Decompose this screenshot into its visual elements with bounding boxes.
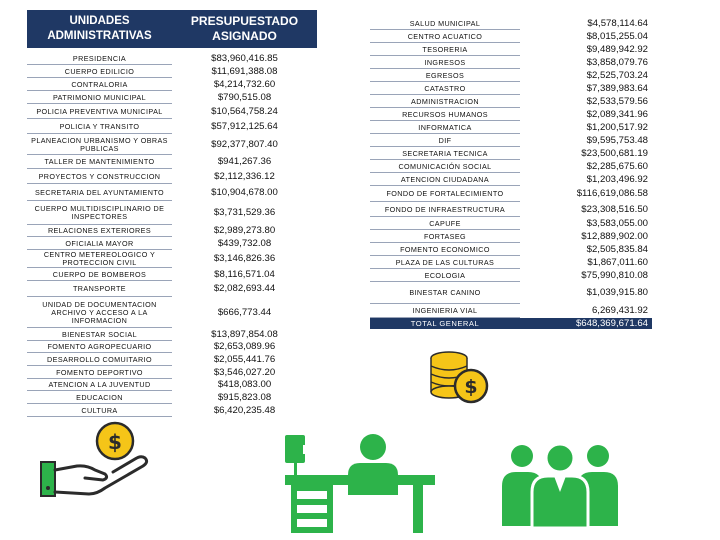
left-unit-name-line: POLICIA PREVENTIVA MUNICIPAL [36,106,163,116]
right-row [370,186,652,202]
left-unit-name-line: SECRETARIA DEL AYUNTAMIENTO [34,187,164,197]
left-unit-name-line: PROTECCION CIVIL [62,258,137,267]
hand-coin-symbol: $ [108,430,122,454]
right-row [370,147,652,160]
left-row [27,391,317,404]
left-unit-amount: $92,377,807.40 [211,138,278,150]
header-budget-line-2: ASIGNADO [212,29,277,43]
left-unit-name-line: DESARROLLO COMUITARIO [47,354,152,364]
left-unit-amount: $8,116,571.04 [214,268,275,280]
left-row [27,341,317,353]
right-row [370,108,652,121]
right-unit-name [370,186,520,202]
right-unit-amount: $1,039,915.80 [586,287,648,298]
left-unit-name-line: ARCHIVO Y ACCESO A LA [51,307,148,317]
right-row [370,230,652,243]
left-row [27,328,317,341]
right-unit-name-line: SALUD MUNICIPAL [409,18,481,28]
left-unit-amount: $11,691,388.08 [211,65,278,77]
left-unit-name-line: TRANSPORTE [73,284,126,293]
right-budget-table [370,15,652,335]
left-row [27,366,317,379]
right-unit-amount: $116,619,086.58 [576,188,648,199]
left-unit-name-line: BIENESTAR SOCIAL [62,329,137,339]
right-unit-amount: $2,285,675.60 [586,160,648,172]
left-unit-name-line: PLANEACION URBANISMO Y OBRAS [31,135,168,145]
left-header-budget [172,10,317,48]
hand-coin-icon [35,418,155,498]
right-unit-amount: $2,089,341.96 [586,108,648,120]
left-unit-amount: $10,904,678.00 [211,186,278,198]
left-row [27,52,317,65]
right-unit-amount: $2,525,703.24 [586,69,648,81]
left-row [27,268,317,281]
left-row [27,297,317,328]
right-unit-name-line: FONDO DE INFRAESTRUCTURA [384,204,506,214]
right-unit-name-line: CAPUFE [429,218,461,228]
left-unit-name-line: PUBLICAS [80,143,119,153]
left-row [27,250,317,268]
right-unit-name-line: FORTASEG [423,231,467,241]
right-row [370,202,652,217]
right-unit-name-line: CATASTRO [424,83,466,93]
left-unit-amount: $2,082,693.44 [213,283,276,294]
left-unit-name-line: POLICIA Y TRANSITO [59,121,140,131]
left-row [27,237,317,250]
left-unit-name-line: CULTURA [81,405,118,415]
left-row [27,404,317,417]
left-unit-name-line: CENTRO METEREOLOGICO Y [43,250,156,259]
right-unit-name-line: BINESTAR CANINO [409,288,481,297]
left-unit-name [27,169,172,184]
left-unit-amount: $790,515.08 [217,91,272,103]
right-row [370,173,652,186]
right-unit-amount: $3,858,079.76 [586,56,648,68]
right-unit-amount: $2,505,835.84 [586,243,648,255]
left-row [27,104,317,119]
right-unit-name-line: FONDO DE FORTALECIMIENTO [386,189,504,198]
left-unit-name-line: TALLER DE MANTENIMIENTO [44,157,155,166]
coins-stack-icon [425,348,495,410]
left-unit-name-line: CONTRALORIA [71,79,128,89]
right-row [370,82,652,95]
left-row [27,225,317,237]
right-unit-amount: 6,269,431.92 [591,305,648,316]
left-unit-name-line: PATRIMONIO MUNICIPAL [52,92,147,102]
left-unit-name [27,155,172,169]
left-unit-name [27,134,172,155]
left-unit-amount: $83,960,416.85 [211,52,278,64]
left-unit-name-line: OFICIALIA MAYOR [65,238,134,248]
left-unit-name-line: INFORMACION [71,315,128,325]
right-unit-amount: $4,578,114.64 [587,17,648,29]
right-unit-name [370,304,520,318]
left-row [27,169,317,184]
right-unit-name-line: FOMENTO ECONOMICO [400,244,490,254]
left-unit-amount: $915,823.08 [217,391,272,403]
left-row [27,201,317,225]
right-row [370,69,652,82]
right-unit-amount: $3,583,055.00 [586,217,648,229]
right-row [370,43,652,56]
left-unit-name-line: PROYECTOS Y CONSTRUCCION [38,171,161,181]
left-row [27,184,317,201]
left-unit-amount: $941,267.36 [217,156,272,167]
left-unit-amount: $6,420,235.48 [213,404,276,416]
left-unit-name-line: PRESIDENCIA [72,53,127,63]
left-unit-name-line: FOMENTO DEPORTIVO [56,367,143,377]
left-row-divider [27,416,172,417]
right-unit-amount: $23,500,681.19 [581,147,648,159]
right-unit-name-line: ATENCION CIUDADANA [400,174,490,184]
right-unit-name-line: DIF [438,135,452,145]
left-unit-name-line: CUERPO MULTIDISCIPLINARIO DE [34,204,165,213]
left-budget-table [27,10,317,416]
header-budget-line-1: PRESUPUESTADO [190,14,299,28]
right-unit-amount: $1,203,496.92 [586,173,648,185]
right-row [370,304,652,318]
left-row [27,353,317,366]
right-row [370,160,652,173]
left-unit-amount: $3,546,027.20 [213,366,276,378]
left-unit-amount: $13,897,854.08 [211,328,278,340]
people-group-icon [500,438,620,528]
right-row [370,30,652,43]
left-unit-name-line: RELACIONES EXTERIORES [47,226,152,235]
left-unit-amount: $57,912,125.64 [211,120,278,132]
total-amount: $648,369,671.64 [575,318,648,329]
left-unit-name [27,250,172,268]
right-unit-amount: $9,595,753.48 [586,134,648,146]
right-unit-amount: $1,867,011.60 [587,256,648,268]
coins-symbol: $ [464,376,478,398]
left-unit-name [27,184,172,201]
left-unit-amount: $3,731,529.36 [213,207,276,218]
left-unit-name [27,281,172,297]
left-unit-amount: $666,773.44 [217,306,272,318]
left-row [27,78,317,91]
right-unit-name-line: SECRETARIA TECNICA [402,148,488,158]
total-label: TOTAL GENERAL [410,319,480,328]
left-unit-amount: $2,989,273.80 [213,225,276,236]
left-row [27,65,317,78]
right-unit-name-line: ECOLOGIA [424,270,466,280]
right-unit-name-line: CENTRO ACUATICO [407,31,483,41]
left-unit-amount: $10,564,758.24 [211,105,278,117]
right-row [370,269,652,282]
right-row [370,243,652,256]
right-unit-name-line: RECURSOS HUMANOS [402,109,488,119]
left-unit-amount: $2,653,089.96 [213,341,276,352]
right-row [370,17,652,30]
left-unit-name-line: CUERPO EDILICIO [64,66,135,76]
left-unit-name-line: UNIDAD DE DOCUMENTACION [42,299,157,309]
left-unit-amount: $418,083.00 [217,379,272,390]
left-unit-name [27,297,172,328]
left-row [27,91,317,104]
header-units-line-2: ADMINISTRATIVAS [47,30,152,42]
left-unit-amount: $3,146,826.36 [213,253,276,264]
right-row [370,121,652,134]
header-units-line-1: UNIDADES [69,15,130,27]
right-row [370,256,652,269]
right-unit-amount: $9,489,942.92 [586,43,648,55]
left-unit-name-line: CUERPO DE BOMBEROS [52,269,147,279]
left-unit-name-line: INSPECTORES [71,212,128,221]
right-unit-name-line: INGRESOS [424,57,466,67]
left-unit-amount: $2,112,336.12 [214,170,275,182]
right-row [370,282,652,304]
right-unit-name-line: PLAZA DE LAS CULTURAS [395,257,495,267]
left-unit-name [27,201,172,225]
right-unit-name [370,282,520,304]
right-unit-amount: $23,308,516.50 [581,203,648,215]
right-unit-name-line: EGRESOS [425,70,465,80]
right-row [370,95,652,108]
right-unit-name-line: INFORMATICA [418,122,472,132]
left-unit-name [27,104,172,119]
right-unit-amount: $7,389,983.64 [586,82,648,94]
right-unit-amount: $2,533,579.56 [586,95,648,107]
left-row [27,119,317,134]
left-unit-amount: $439,732.08 [217,237,272,249]
left-unit-name [27,119,172,134]
left-unit-amount: $2,055,441.76 [213,353,276,365]
right-row [370,134,652,147]
left-unit-name-line: EDUCACION [76,392,123,402]
right-unit-name-line: INGENIERIA VIAL [412,306,478,315]
right-row [370,56,652,69]
left-unit-name-line: ATENCION A LA JUVENTUD [48,380,151,389]
right-unit-amount: $75,990,810.08 [581,269,648,281]
total-row [370,318,652,329]
left-row [27,379,317,391]
office-desk-icon [285,425,435,535]
right-unit-name-line: TESORERIA [422,44,468,54]
left-header-units [27,10,172,48]
right-unit-name-line: COMUNICACIÓN SOCIAL [398,161,492,171]
right-row [370,217,652,230]
left-unit-amount: $4,214,732.60 [213,78,276,90]
left-row [27,134,317,155]
right-unit-name [370,202,520,217]
left-row [27,281,317,297]
right-unit-amount: $12,889,902.00 [581,230,648,242]
right-unit-name-line: ADMINISTRACION [411,96,479,106]
right-unit-amount: $8,015,255.04 [586,30,648,42]
left-unit-name-line: FOMENTO AGROPECUARIO [47,342,152,351]
right-unit-amount: $1,200,517.92 [586,121,648,133]
left-row [27,155,317,169]
